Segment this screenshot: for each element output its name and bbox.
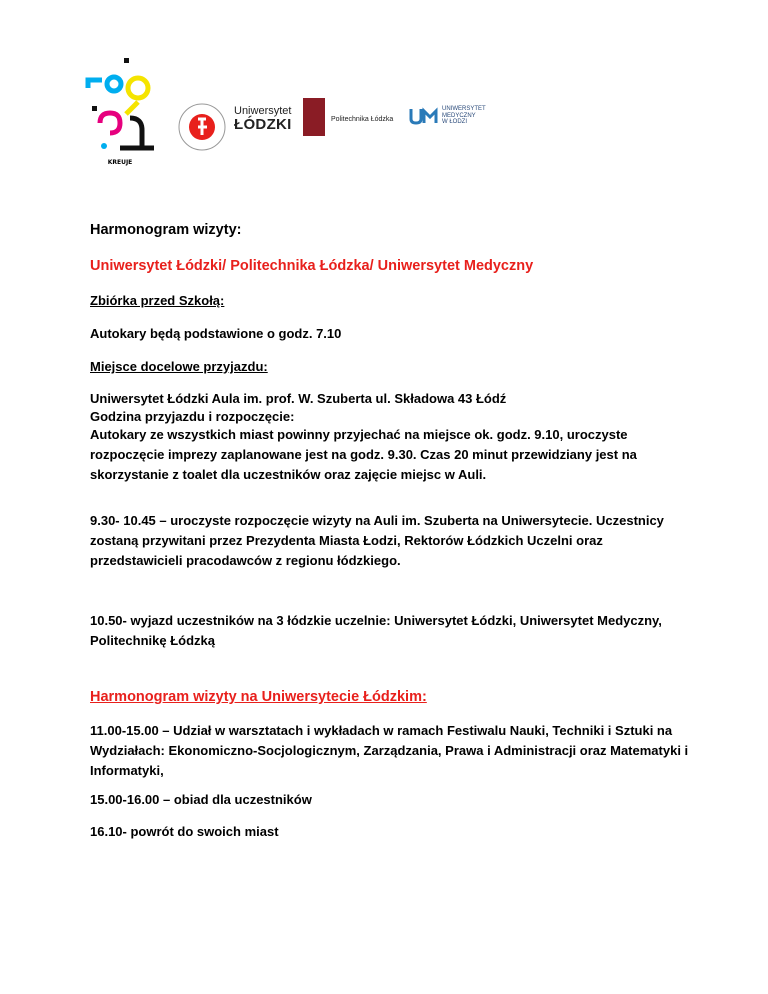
lodz-kreuje-logo bbox=[80, 58, 160, 170]
um-name-line: W ŁODZI bbox=[442, 119, 467, 125]
gathering-label: Zbiórka przed Szkołą: bbox=[90, 293, 225, 308]
ul-name-small: Uniwersytet bbox=[234, 105, 292, 117]
destination-line: Uniwersytet Łódzki Aula im. prof. W. Szuberta ul. Składowa 43 Łódź bbox=[90, 391, 507, 406]
pl-wordmark: Politechnika Łódzka bbox=[331, 116, 394, 123]
page-title: Harmonogram wizyty: bbox=[90, 222, 242, 238]
schedule-item: 15.00-16.00 – obiad dla uczestników bbox=[90, 792, 312, 807]
ul-schedule-heading: Harmonogram wizyty na Uniwersytecie Łódzkim: bbox=[90, 689, 427, 705]
ul-name-big: ŁÓDZKI bbox=[234, 116, 292, 133]
destination-line: Godzina przyjazdu i rozpoczęcie: bbox=[90, 409, 295, 424]
logo-bar bbox=[80, 58, 486, 178]
ul-emblem-icon bbox=[177, 102, 227, 152]
subheading: Uniwersytet Łódzki/ Politechnika Łódzka/ Uniwersytet Medyczny bbox=[90, 258, 534, 274]
destination-block bbox=[90, 389, 690, 485]
departure-paragraph: 10.50- wyjazd uczestników na 3 łódzkie uczelnie: Uniwersytet Łódzki, Uniwersytet Medyczny, Politechnikę Łódzką bbox=[90, 613, 662, 648]
destination-paragraph: Autokary ze wszystkich miast powinny przyjechać na miejsce ok. godz. 9.10, uroczyste rozpoczęcie imprezy zaplanowane jest na godz. 9.30. Czas 20 minut przewidziany jest na skorzystanie z toalet dla uczestników oraz zajęcie miejsc w Auli. bbox=[90, 427, 637, 482]
schedule-item: 16.10- powrót do swoich miast bbox=[90, 824, 279, 839]
um-name-line: MEDYCZNY bbox=[442, 112, 476, 119]
ul-wordmark bbox=[234, 105, 292, 131]
pl-emblem-icon bbox=[303, 98, 325, 136]
gathering-text: Autokary będą podstawione o godz. 7.10 bbox=[90, 326, 342, 341]
destination-label: Miejsce docelowe przyjazdu: bbox=[90, 359, 268, 374]
um-wordmark bbox=[442, 106, 486, 126]
schedule-item: 11.00-15.00 – Udział w warsztatach i wykładach w ramach Festiwalu Nauki, Techniki i Sztuki na Wydziałach: Ekonomiczno-Socjologicznym, Zarządzania, Prawa i Administracji oraz Matematyki i Informatyki, bbox=[90, 723, 689, 778]
opening-paragraph: 9.30- 10.45 – uroczyste rozpoczęcie wizyty na Auli im. Szuberta na Uniwersytecie. Uczestnicy zostaną przywitani przez Prezydenta Miasta Łodzi, Rektorów Łódzkich Uczelni oraz przedstawicieli pracodawców z regionu łódzkiego. bbox=[90, 513, 664, 568]
kreuje-label: KREUJE bbox=[107, 159, 133, 166]
um-logo-icon bbox=[409, 105, 439, 127]
um-name-line: UNIWERSYTET bbox=[442, 106, 486, 112]
